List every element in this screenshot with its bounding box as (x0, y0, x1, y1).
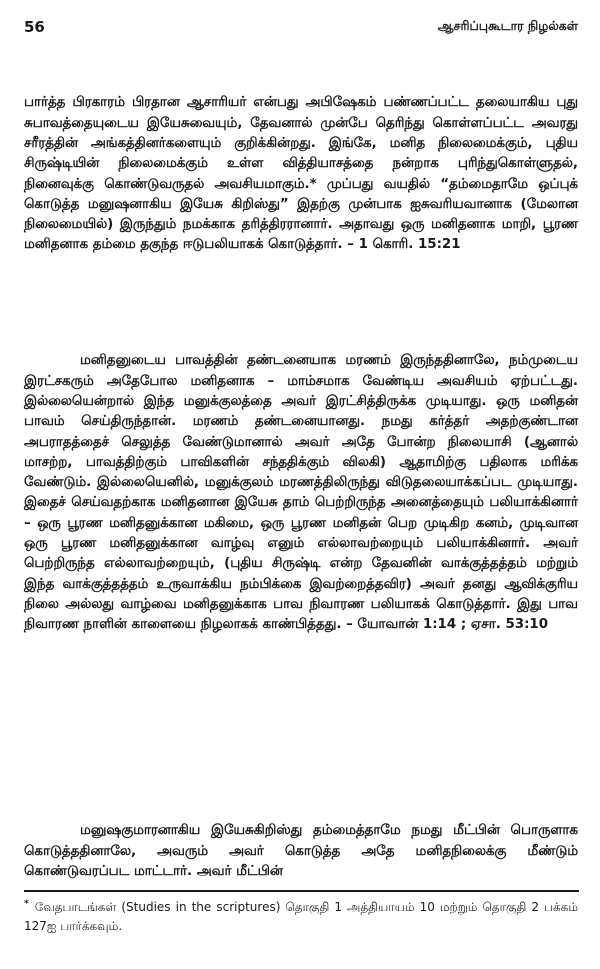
footnote-marker: * (24, 899, 29, 909)
paragraph-2: மனிதனுடைய பாவத்தின் தண்டனையாக மரணம் இருந்ததினாலே, நம்முடைய இரட்சகரும் அதேபோல மனிதனாக – மாம்சமாக வேண்டிய அவசியம் ஏற்பட்டது. இல்லையென்றால் இந்த மனுக்குலத்தை அவர் இரட்சித்திருக்க முடியாது. ஒரு மனிதன் பாவம் செய்திருந்தான். மரணம் தண்டனையானது. நமது கர்த்தர் அதற்குண்டான அபராதத்தைச் செலுத்த வேண்டுமானால் அவர் அதே போன்ற நிலையாசி (ஆனால் மாசற்ற, பாவத்திற்கும் பாவிகளின் சந்ததிக்கும் விலகி) ஆதாமிற்கு பதிலாக மரிக்க வேண்டும். இல்லையெனில், மனுக்குலம் மரணத்திலிருந்து விடுதலையாக்கப்பட முடியாது. இதைச் செய்வதற்காக மனிதனான இயேசு தாம் பெற்றிருந்த அனைத்தையும் பலியாக்கினார் – ஒரு பூரண மனிதனுக்கான மகிமை, ஒரு பூரண மனிதன் பெற முடிகிற கனம், முடிவான ஒரு பூரண மனிதனுக்கான வாழ்வு எனும் எல்லாவற்றையும் பலியாக்கினார். அவர் பெற்றிருந்த எல்லாவற்றையும், (புதிய சிருஷ்டி என்ற தேவனின் வாக்குத்தத்தம் மற்றும் இந்த வாக்குத்தத்தம் உருவாக்கிய நம்பிக்கை இவற்றைத்தவிர) அவர் தனது ஆவிக்குரிய நிலை அல்லது வாழ்வை மனிதனுக்காக பாவ நிவாரண பலியாகக் கொடுத்தார். இது பாவ நிவாரண நாளின் காளையை நிழலாகக் காண்பித்தது. – யோவான் 1:14 ; ஏசா. 53:10 (24, 353, 578, 633)
footnote (24, 895, 578, 936)
paragraph-3: மனுஷகுமாரனாகிய இயேசுகிறிஸ்து தம்மைத்தாமே நமது மீட்பின் பொருளாக கொடுத்ததினாலே, அவரும் அவர் கொடுத்த அதே மனிதநிலைக்கு மீண்டும் கொண்டுவரப்பட மாட்டார். அவர் மீட்பின் (24, 823, 578, 879)
paragraph-1: பார்த்த பிரகாரம் பிரதான ஆசாரியர் என்பது அபிஷேகம் பண்ணப்பட்ட தலையாகிய புது சுபாவத்தையுடைய இயேசுவையும், தேவனால் முன்பே தெரிந்து கொள்ளப்பட்ட அவரது சரீரத்தின் அங்கத்தினர்களையும் குறிக்கின்றது. இங்கே, மனித நிலைமைக்கும், புதிய சிருஷ்டியின் நிலைமைக்கும் உள்ள வித்தியாசத்தை நன்றாக புரிந்துகொள்ளுதல், நினைவுக்கு கொண்டுவருதல் அவசியமாகும்.* முப்பது வயதில் “தம்மைதாமே ஒப்புக் கொடுத்த மனுஷனாகிய இயேசு கிறிஸ்து” இதற்கு முன்பாக ஐசுவரியவானாக (மேலான நிலைமையில்) இருந்தும் நமக்காக தரித்திரரானார். அதாவது ஒரு மனிதனாக மாறி, பூரண மனிதனாக தம்மை தகுந்த ஈடுபலியாகக் கொடுத்தார். – 1 கொரி. 15:21 (24, 95, 578, 253)
footnote-divider (24, 890, 579, 892)
running-title: ஆசரிப்புகூடார நிழல்கள் (437, 18, 578, 33)
page-header (24, 18, 578, 42)
page-number: 56 (24, 18, 45, 36)
footnote-text: வேதபாடங்கள் (Studies in the scriptures) தொகுதி 1 அத்தியாயம் 10 மற்றும் தொகுதி 2 பக்கம் 127ஐ பார்க்கவும். (24, 900, 578, 933)
